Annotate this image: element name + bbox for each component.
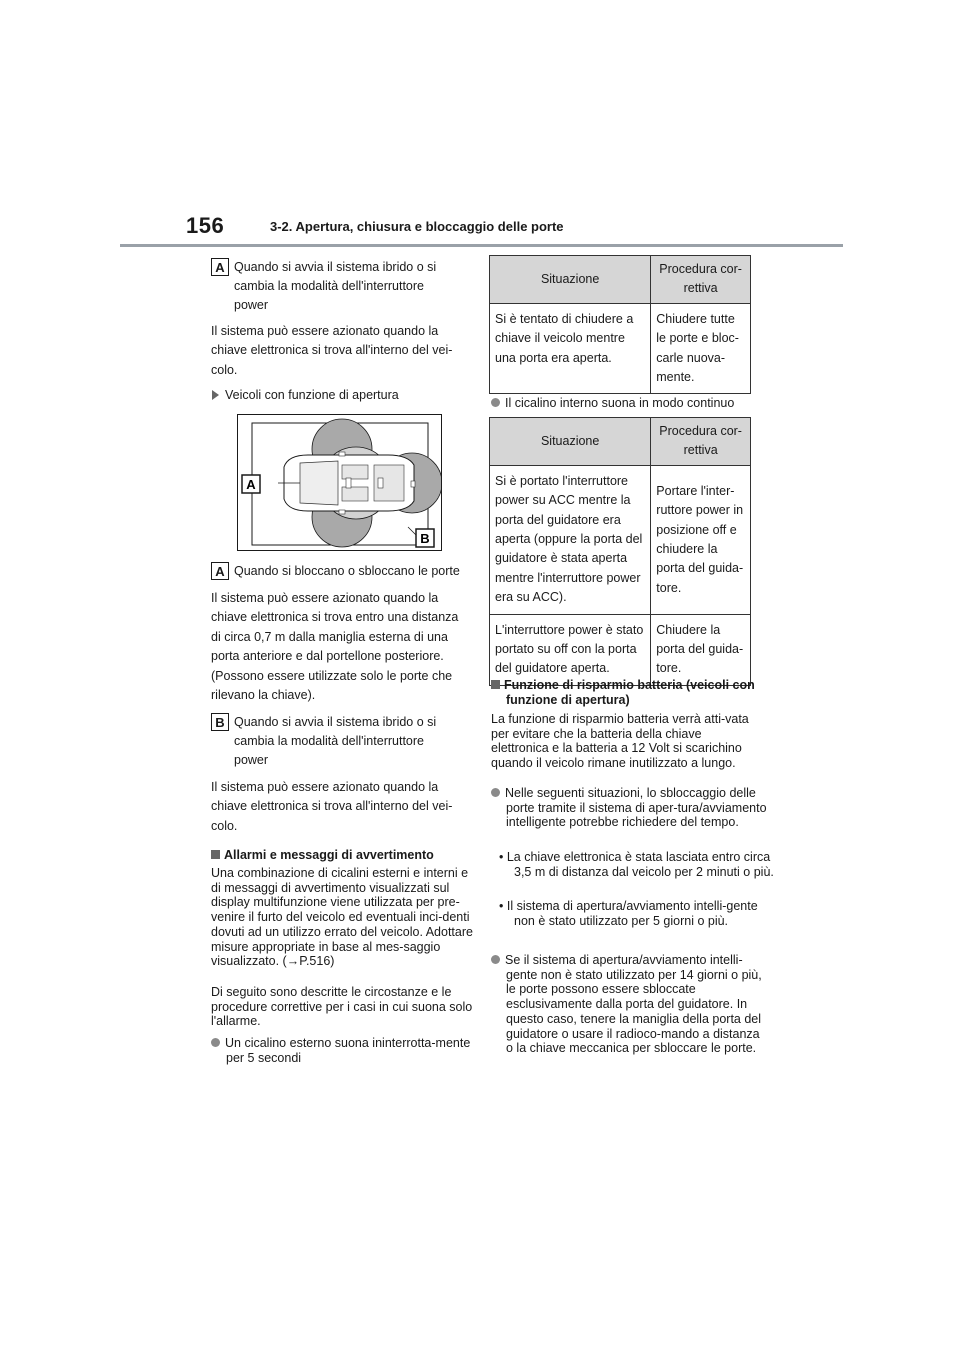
table-row bbox=[490, 465, 751, 614]
arrow-item-vehicles: Veicoli con funzione di apertura bbox=[212, 386, 399, 405]
figure-label-a: A bbox=[246, 477, 256, 492]
table1-header-situation: Situazione bbox=[490, 256, 651, 304]
bullet-14-days: Se il sistema di apertura/avviamento intelli-gente non è stato utilizzato per 14 giorni o più, le porte possono essere sbloccate esclusivamente dalla porta del guidatore. In questo caso, tenere la maniglia della porta del guidatore o usare il radioco-mando a distanza o la chiave meccanica per sbloccare le porte. bbox=[491, 953, 768, 1056]
label-a-text: Quando si avvia il sistema ibrido o si cambia la modalità dell'interruttore power bbox=[234, 260, 437, 312]
heading-battery-saver: Funzione di risparmio batteria (veicoli con funzione di apertura) bbox=[491, 678, 768, 707]
paragraph-operate-inside: Il sistema può essere azionato quando la chiave elettronica si trova all'interno del vei- colo. bbox=[211, 324, 453, 377]
table-row bbox=[490, 303, 751, 394]
bullet-internal-buzzer: Il cicalino interno suona in modo continuo bbox=[491, 396, 768, 411]
label-b-text: Quando si avvia il sistema ibrido o si cambia la modalità dell'interruttore power bbox=[234, 715, 437, 767]
table-external-buzzer bbox=[489, 255, 751, 394]
paragraph-operate-inside-2: Il sistema può essere azionato quando la chiave elettronica si trova all'interno del vei- colo. bbox=[211, 780, 453, 833]
table-row bbox=[490, 614, 751, 685]
circle-bullet-icon bbox=[211, 1038, 220, 1047]
car-detection-diagram bbox=[238, 415, 441, 550]
square-bullet-icon bbox=[491, 680, 500, 689]
figure-label-b: B bbox=[420, 531, 430, 546]
bullet-unlock-delay: Nelle seguenti situazioni, lo sbloccaggio delle porte tramite il sistema di aper-tura/avviamento intelligente potrebbe richiedere del tempo. bbox=[491, 786, 768, 830]
label-b-ignition bbox=[211, 713, 436, 770]
table1-cell-procedure: Chiudere tutte le porte e bloc-carle nuova-mente. bbox=[651, 303, 751, 394]
bullet-external-buzzer: Un cicalino esterno suona ininterrotta-mente per 5 secondi bbox=[211, 1036, 488, 1065]
paragraph-battery-saver: La funzione di risparmio batteria verrà atti-vata per evitare che la batteria della chiave elettronica e la batteria a 12 Volt si scarichino quando il veicolo rimane inutilizzato a lungo. bbox=[491, 712, 749, 771]
sub-bullet-key-near: • La chiave elettronica è stata lasciata entro circa 3,5 m di distanza dal veicolo per 2 minuti o più. bbox=[499, 850, 774, 879]
paragraph-operate-distance: Il sistema può essere azionato quando la chiave elettronica si trova entro una distanza di circa 0,7 m dalla maniglia esterna di una porta anteriore e dal portellone posteriore. (Possono essere utilizzate solo le porte che rilevano la chiave). bbox=[211, 591, 459, 703]
table2-header-procedure: Procedura cor-rettiva bbox=[651, 418, 751, 466]
page-number: 156 bbox=[186, 213, 225, 238]
sub-bullet-not-used: • Il sistema di apertura/avviamento intelli-gente non è stato utilizzato per 5 giorni o più. bbox=[499, 899, 758, 928]
circle-bullet-icon bbox=[491, 398, 500, 407]
header-rule bbox=[120, 244, 843, 247]
table-internal-buzzer bbox=[489, 417, 751, 686]
label-box-a-2: A bbox=[211, 562, 229, 580]
paragraph-alarms: Una combinazione di cicalini esterni e interni e di messaggi di avvertimento visualizzati sul display multifunzione viene utilizzata per pre-venire il furto del veicolo ed eventuali inci-denti dovuti ad un utilizzo errato del veicolo. Adottare misure appropriate in base al mes-saggio visualizzato. (→P.516) bbox=[211, 866, 473, 969]
circle-bullet-icon bbox=[491, 788, 500, 797]
square-bullet-icon bbox=[211, 850, 220, 859]
label-box-a: A bbox=[211, 258, 229, 276]
table2-header-situation: Situazione bbox=[490, 418, 651, 466]
table2-cell-situation-2: L'interruttore power è stato portato su off con la porta del guidatore aperta. bbox=[490, 614, 651, 685]
paragraph-circumstances: Di seguito sono descritte le circostanze e le procedure correttive per i casi in cui suona solo l'allarme. bbox=[211, 985, 473, 1029]
table1-cell-situation: Si è tentato di chiudere a chiave il veicolo mentre una porta era aperta. bbox=[490, 303, 651, 394]
table2-cell-situation-1: Si è portato l'interruttore power su ACC mentre la porta del guidatore era aperta (oppure la porta del guidatore è stata aperta mentre l'interruttore power era su ACC). bbox=[490, 465, 651, 614]
label-a-lock: A Quando si bloccano o sbloccano le porte bbox=[211, 562, 460, 581]
table1-header-procedure: Procedura cor-rettiva bbox=[651, 256, 751, 304]
arrow-right-icon bbox=[212, 390, 219, 400]
heading-alarms: Allarmi e messaggi di avvertimento bbox=[211, 848, 473, 863]
detection-area-figure bbox=[237, 414, 442, 551]
circle-bullet-icon bbox=[491, 955, 500, 964]
label-a-ignition bbox=[211, 258, 436, 315]
table2-cell-procedure-2: Chiudere la porta del guida-tore. bbox=[651, 614, 751, 685]
table2-cell-procedure-1: Portare l'inter-ruttore power in posizione off e chiudere la porta del guida-tore. bbox=[651, 465, 751, 614]
section-title: 3-2. Apertura, chiusura e bloccaggio delle porte bbox=[270, 219, 564, 234]
label-box-b: B bbox=[211, 713, 229, 731]
